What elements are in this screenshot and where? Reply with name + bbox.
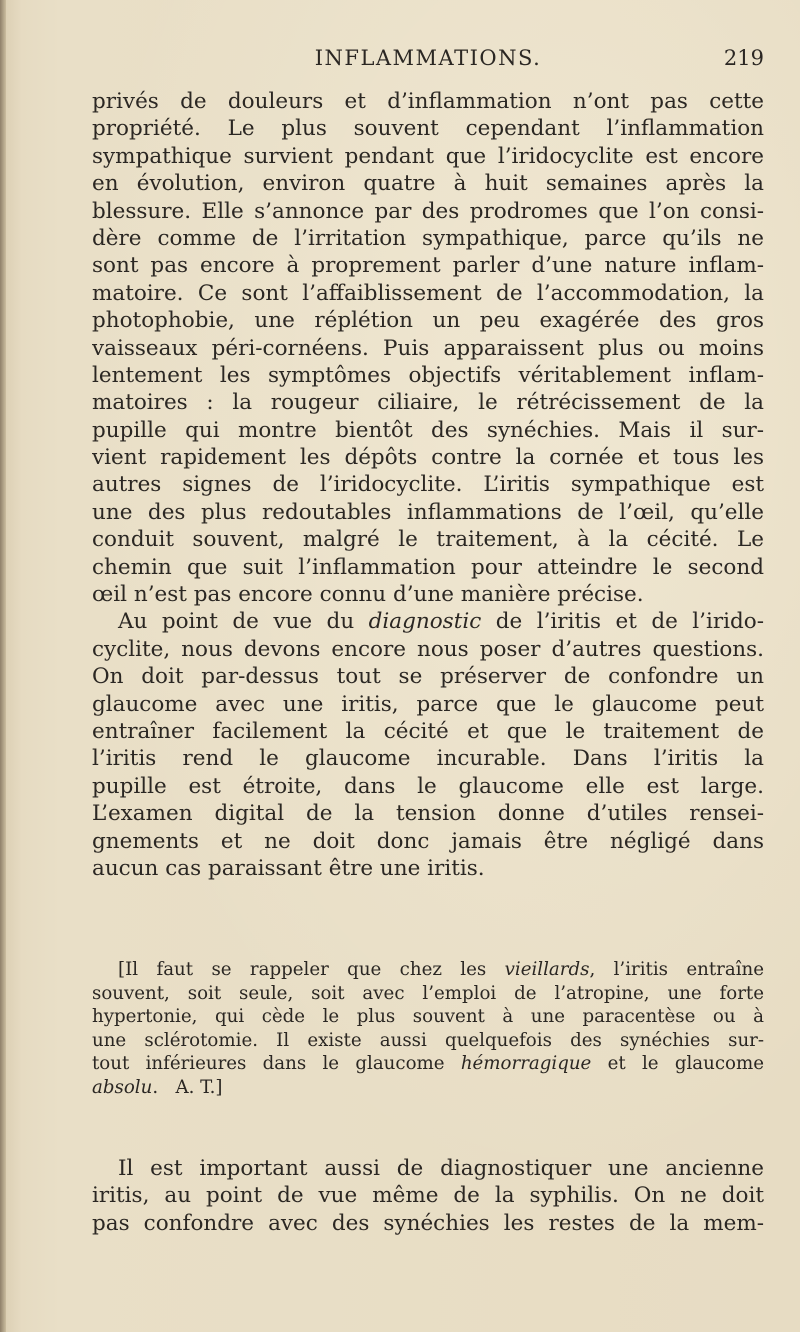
text-line: Il est important aussi de diagnostiquer une ancienne	[118, 1156, 764, 1181]
text-line: l’iritis rend le glaucome incurable. Dans l’iritis la	[92, 746, 764, 772]
text-line: glaucome avec une iritis, parce que le glaucome peut	[92, 691, 764, 717]
text-line: œil n’est pas encore connu d’une manière précise.	[92, 582, 644, 608]
text-run: tout inférieures dans le glaucome	[92, 1053, 461, 1075]
italic-hemorragique: hémorragique	[460, 1053, 592, 1075]
closing-paragraph	[92, 1155, 764, 1237]
text-line: pas confondre avec des synéchies les restes de la mem-	[92, 1210, 764, 1236]
page-header	[92, 40, 764, 76]
text-line: vaisseaux péri-cornéens. Puis apparaissent plus ou moins	[92, 335, 764, 361]
text-line: sont pas encore à proprement parler d’une nature inflam-	[92, 253, 764, 279]
note-line: souvent, soit seule, soit avec l’emploi de l’atropine, une forte	[92, 982, 764, 1004]
text-line: privés de douleurs et d’inflammation n’ont pas cette	[92, 89, 764, 114]
text-line: photophobie, une réplétion un peu exagérée des gros	[92, 308, 764, 334]
note-line: hypertonie, qui cède le plus souvent à une paracentèse ou à	[92, 1006, 764, 1028]
text-line-diagnostic	[92, 608, 764, 635]
text-line: L’examen digital de la tension donne d’utiles rensei-	[92, 801, 764, 827]
text-line: entraîner facilement la cécité et que le traitement de	[92, 718, 764, 744]
text-line: chemin que suit l’inflammation pour atteindre le second	[92, 554, 764, 580]
italic-diagnostic: diagnostic	[368, 609, 482, 635]
text-line: matoires : la rougeur ciliaire, le rétrécissement de la	[92, 390, 764, 416]
note-line: une sclérotomie. Il existe aussi quelquefois des synéchies sur-	[92, 1029, 764, 1051]
text-line: en évolution, environ quatre à huit semaines après la	[92, 171, 764, 197]
text-line: gnements et ne doit donc jamais être négligé dans	[92, 828, 764, 854]
note-line	[92, 1052, 764, 1076]
text-line: matoire. Ce sont l’affaiblissement de l’accommodation, la	[92, 280, 764, 306]
text-line: autres signes de l’iridocyclite. L’iritis sympathique est	[92, 472, 764, 498]
binding-edge	[0, 0, 6, 1332]
text-line: conduit souvent, malgré le traitement, à la cécité. Le	[92, 527, 764, 553]
text-line: une des plus redoutables inflammations de l’œil, qu’elle	[92, 499, 764, 525]
text-run: [Il faut se rappeler que chez les	[118, 959, 505, 980]
main-paragraph	[92, 88, 764, 882]
text-line: vient rapidement les dépôts contre la cornée et tous les	[92, 445, 764, 471]
text-run: , l’iritis entraîne	[589, 959, 764, 980]
page-number: 219	[723, 46, 764, 70]
note-signature: . A. T.]	[152, 1076, 223, 1098]
running-title: INFLAMMATIONS.	[314, 46, 542, 70]
text-line: aucun cas paraissant être une iritis.	[92, 855, 485, 881]
note-line	[92, 1076, 764, 1100]
note-line	[92, 958, 764, 982]
text-run: et le glaucome	[591, 1053, 764, 1075]
text-line: sympathique survient pendant que l’iridocyclite est encore	[92, 143, 764, 169]
text-line: iritis, au point de vue même de la syphilis. On ne doit	[92, 1183, 764, 1209]
translator-note	[92, 958, 764, 1100]
text-line: pupille qui montre bientôt des synéchies. Mais il sur-	[92, 417, 764, 443]
text-line: blessure. Elle s’annonce par des prodromes que l’on consi-	[92, 198, 764, 224]
text-line: On doit par-dessus tout se préserver de confondre un	[92, 664, 764, 690]
text-line: lentement les symptômes objectifs véritablement inflam-	[92, 362, 764, 388]
italic-vieillards: vieillards	[504, 959, 590, 980]
text-line: propriété. Le plus souvent cependant l’inflammation	[92, 116, 764, 142]
italic-absolu: absolu	[92, 1076, 153, 1098]
text-line: cyclite, nous devons encore nous poser d’autres questions.	[92, 636, 764, 662]
text-line: pupille est étroite, dans le glaucome elle est large.	[92, 773, 764, 799]
text-run: de l’iritis et de l’irido-	[481, 609, 764, 635]
text-line: dère comme de l’irritation sympathique, parce qu’ils ne	[92, 225, 764, 251]
text-run: Au point de vue du	[118, 609, 369, 635]
